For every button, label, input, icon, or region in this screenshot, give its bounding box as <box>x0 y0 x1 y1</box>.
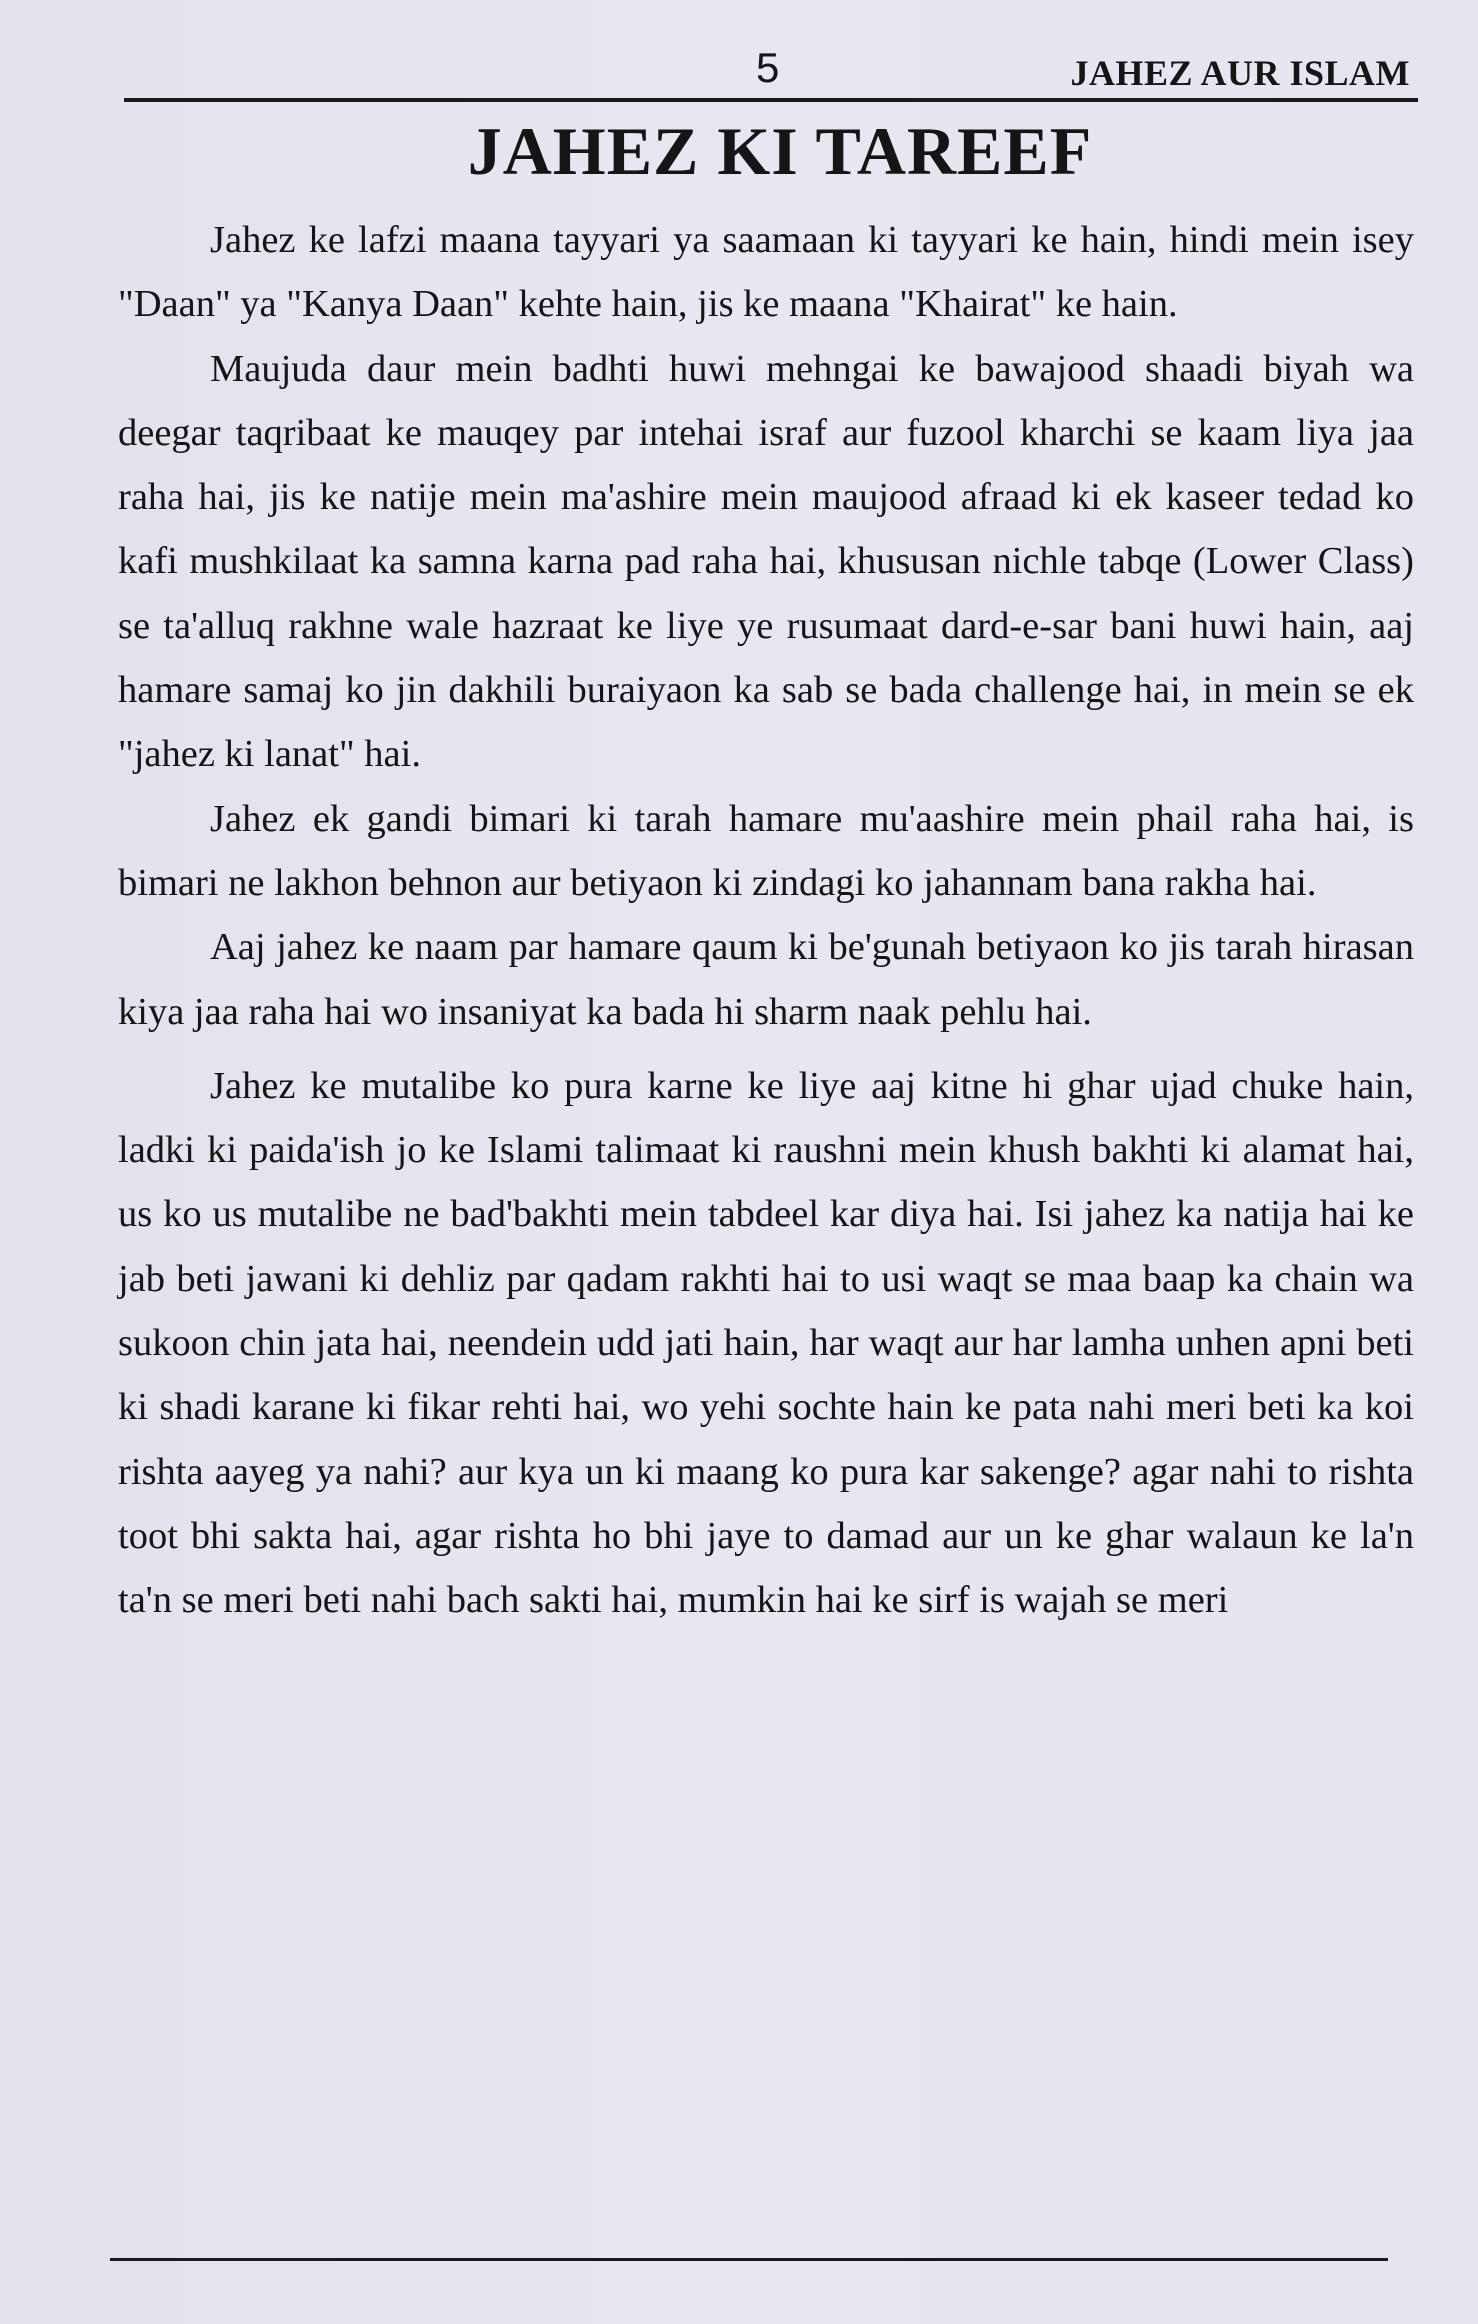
body-text <box>118 208 1414 1633</box>
paragraph-2: Maujuda daur mein badhti huwi mehngai ke bawajood shaadi biyah wa deegar taqribaat ke mauqey par intehai israf aur fuzool kharchi se kaam liya jaa raha hai, jis ke natije mein ma'ashire mein maujood afraad ki ek kaseer tedad ko kafi mushkilaat ka samna karna pad raha hai, khususan nichle tabqe (Lower Class) se ta'alluq rakhne wale hazraat ke liye ye rusumaat dard-e-sar bani huwi hain, aaj hamare samaj ko jin dakhili buraiyaon ka sab se bada challenge hai, in mein se ek "jahez ki lanat" hai. <box>118 347 1414 776</box>
chapter-title: JAHEZ KI TAREEF <box>467 113 1093 189</box>
paragraph-5: Jahez ke mutalibe ko pura karne ke liye aaj kitne hi ghar ujad chuke hain, ladki ki paida'ish jo ke Islami talimaat ki raushni mein khush bakhti ki alamat hai, us ko us mutalibe ne bad'bakhti mein tabdeel kar diya hai. Isi jahez ka natija hai ke jab beti jawani ki dehliz par qadam rakhti hai to usi waqt se maa baap ka chain wa sukoon chin jata hai, neendein udd jati hain, har waqt aur har lamha unhen apni beti ki shadi karane ki fikar rehti hai, wo yehi sochte hain ke pata nahi meri beti ka koi rishta aayeg ya nahi? aur kya un ki maang ko pura kar sakenge? agar nahi to rishta toot bhi sakta hai, agar rishta ho bhi jaye to damad aur un ke ghar walaun ke la'n ta'n se meri beti nahi bach sakti hai, mumkin hai ke sirf is wajah se meri <box>118 1064 1414 1622</box>
page-number: 5 <box>756 44 780 91</box>
running-title: JAHEZ AUR ISLAM <box>1070 53 1410 93</box>
page-header <box>124 40 1416 98</box>
header-rule <box>124 98 1418 102</box>
paragraph-3: Jahez ek gandi bimari ki tarah hamare mu'aashire mein phail raha hai, is bimari ne lakhon behnon aur betiyaon ki zindagi ko jahannam bana rakha hai. <box>118 797 1414 904</box>
paragraph-4: Aaj jahez ke naam par hamare qaum ki be'gunah betiyaon ko jis tarah hirasan kiya jaa raha hai wo insaniyat ka bada hi sharm naak pehlu hai. <box>118 926 1414 1033</box>
paragraph-1: Jahez ke lafzi maana tayyari ya saamaan ki tayyari ke hain, hindi mein isey "Daan" ya "Kanya Daan" kehte hain, jis ke maana "Khairat" ke hain. <box>118 219 1414 326</box>
footer-rule <box>110 2258 1388 2261</box>
